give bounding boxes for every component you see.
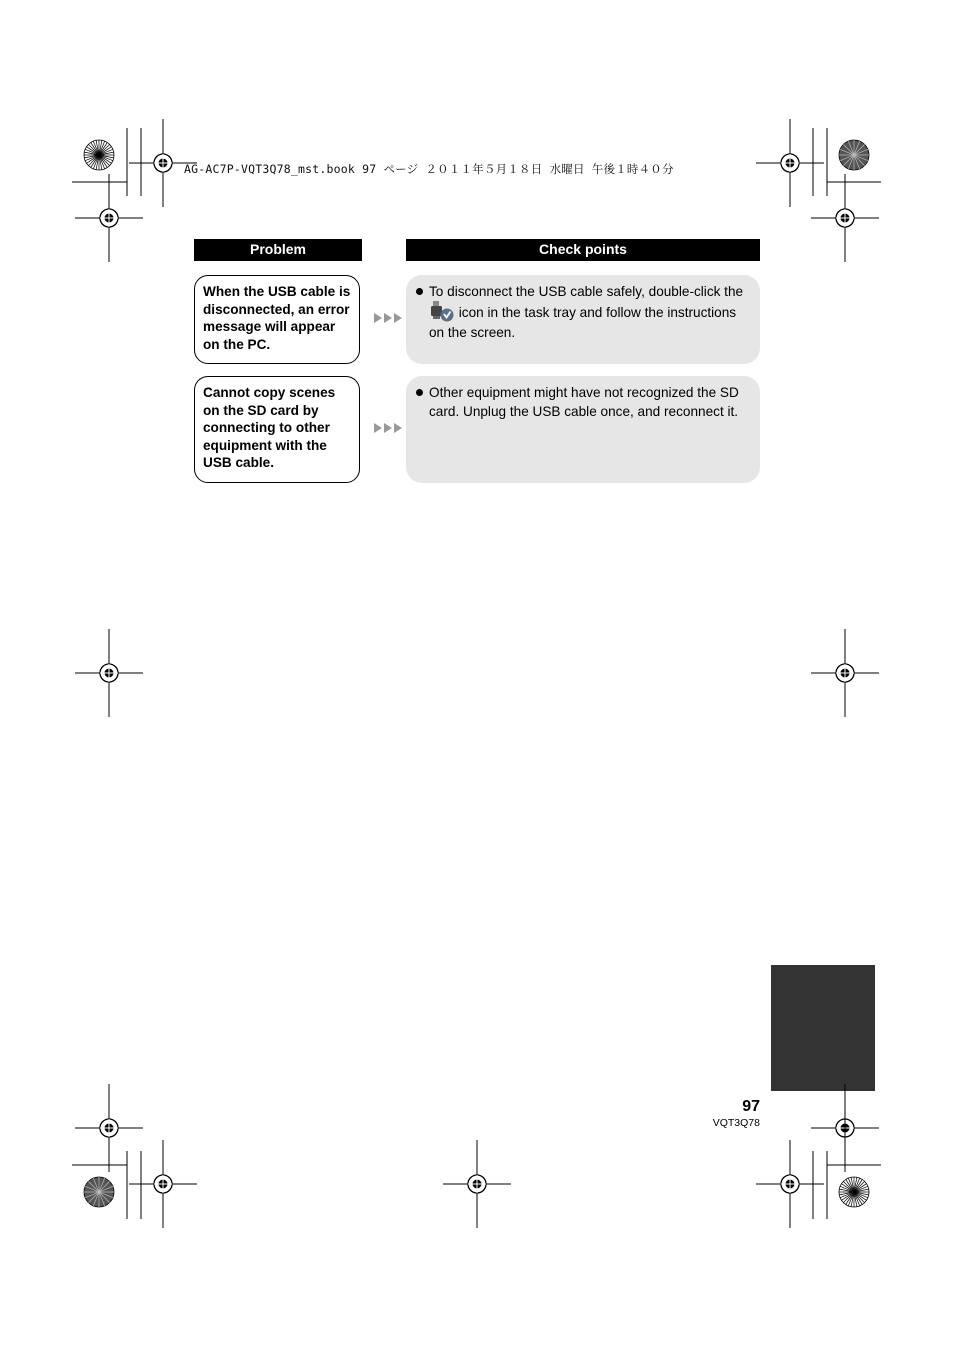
check-point-item	[416, 383, 750, 421]
arrow-icon	[374, 313, 404, 323]
problem-cell	[194, 275, 360, 364]
usb-safe-removal-icon	[429, 301, 455, 323]
bullet-icon	[416, 288, 423, 295]
problem-text: When the USB cable is disconnected, an error message will appear on the PC.	[203, 284, 351, 352]
model-code: VQT3Q78	[712, 1117, 760, 1129]
check-point-cell	[406, 275, 760, 364]
print-header: AG-AC7P-VQT3Q78_mst.book 97 ページ ２０１１年５月１８日 水曜日 午後１時４０分	[184, 162, 674, 176]
problem-text: Cannot copy scenes on the SD card by connecting to other equipment with the USB cable.	[203, 385, 336, 471]
check-point-text-end: icon in the task tray and follow the instructions on the screen.	[429, 305, 737, 340]
chapter-side-tab	[771, 965, 875, 1091]
page-number: 97	[742, 1098, 760, 1115]
check-points-column-header: Check points	[406, 239, 760, 261]
problem-cell	[194, 376, 360, 483]
arrow-icon	[374, 423, 404, 433]
check-point-text: Other equipment might have not recognized the SD card. Unplug the USB cable once, and reconnect it.	[429, 385, 739, 419]
bullet-icon	[416, 389, 423, 396]
check-point-item	[416, 282, 750, 342]
problem-column-header: Problem	[194, 239, 362, 261]
check-point-text-start: To disconnect the USB cable safely, double-click the	[429, 284, 744, 299]
check-point-cell	[406, 376, 760, 483]
